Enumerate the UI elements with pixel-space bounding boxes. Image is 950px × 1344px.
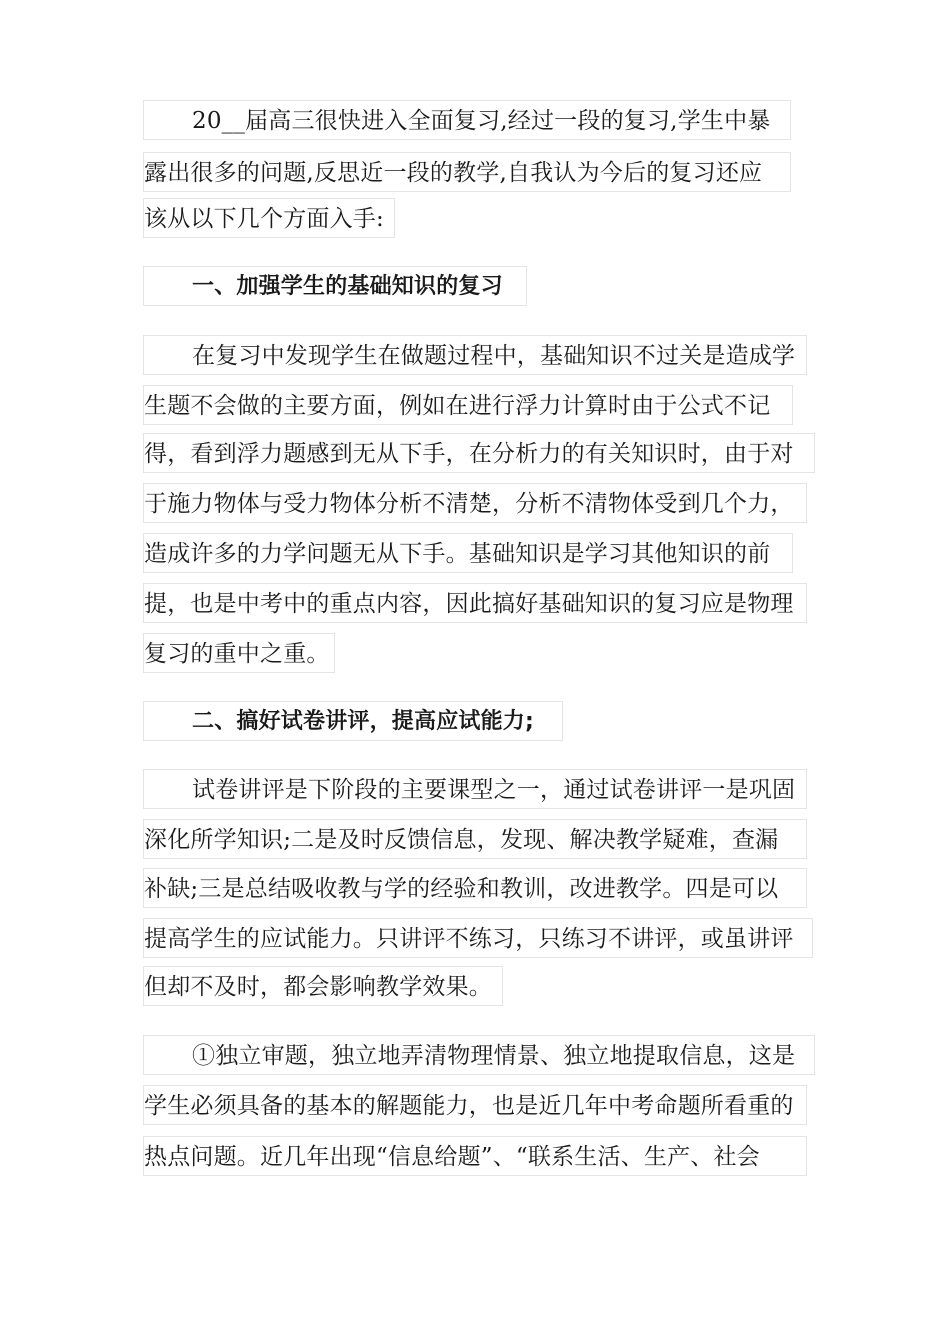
intro-line-2: 露出很多的问题,反思近一段的教学,自我认为今后的复习还应 [143,152,791,192]
section-1-line-5: 造成许多的力学问题无从下手。基础知识是学习其他知识的前 [143,533,793,573]
section-1-line-6: 提，也是中考中的重点内容，因此搞好基础知识的复习应是物理 [143,583,807,623]
section-1-line-3: 得，看到浮力题感到无从下手，在分析力的有关知识时，由于对 [143,433,815,473]
section-1-line-2: 生题不会做的主要方面，例如在进行浮力计算时由于公式不记 [143,385,793,425]
section-2-heading: 二、搞好试卷讲评，提高应试能力; [143,701,563,741]
section-2-para-1-line-5: 但却不及时，都会影响教学效果。 [143,966,503,1006]
section-2-para-1-line-4: 提高学生的应试能力。只讲评不练习，只练习不讲评，或虽讲评 [143,918,813,958]
intro-line-3: 该从以下几个方面入手: [143,198,395,238]
section-1-line-4: 于施力物体与受力物体分析不清楚，分析不清物体受到几个力， [143,483,807,523]
section-2-para-2-line-3: 热点问题。近几年出现“信息给题”、“联系生活、生产、社会 [143,1136,807,1176]
section-1-line-1: 在复习中发现学生在做题过程中，基础知识不过关是造成学 [143,335,807,375]
section-2-para-1-line-3: 补缺;三是总结吸收教与学的经验和教训，改进教学。四是可以 [143,868,807,908]
section-2-para-1-line-1: 试卷讲评是下阶段的主要课型之一，通过试卷讲评一是巩固 [143,769,807,809]
section-2-para-2-line-2: 学生必须具备的基本的解题能力，也是近几年中考命题所看重的 [143,1085,807,1125]
intro-line-1: 20__届高三很快进入全面复习,经过一段的复习,学生中暴 [143,100,791,140]
section-1-line-7: 复习的重中之重。 [143,633,335,673]
section-2-para-1-line-2: 深化所学知识;二是及时反馈信息，发现、解决教学疑难，查漏 [143,819,807,859]
section-1-heading: 一、加强学生的基础知识的复习 [143,266,527,306]
section-2-para-2-line-1: ①独立审题，独立地弄清物理情景、独立地提取信息，这是 [143,1035,815,1075]
